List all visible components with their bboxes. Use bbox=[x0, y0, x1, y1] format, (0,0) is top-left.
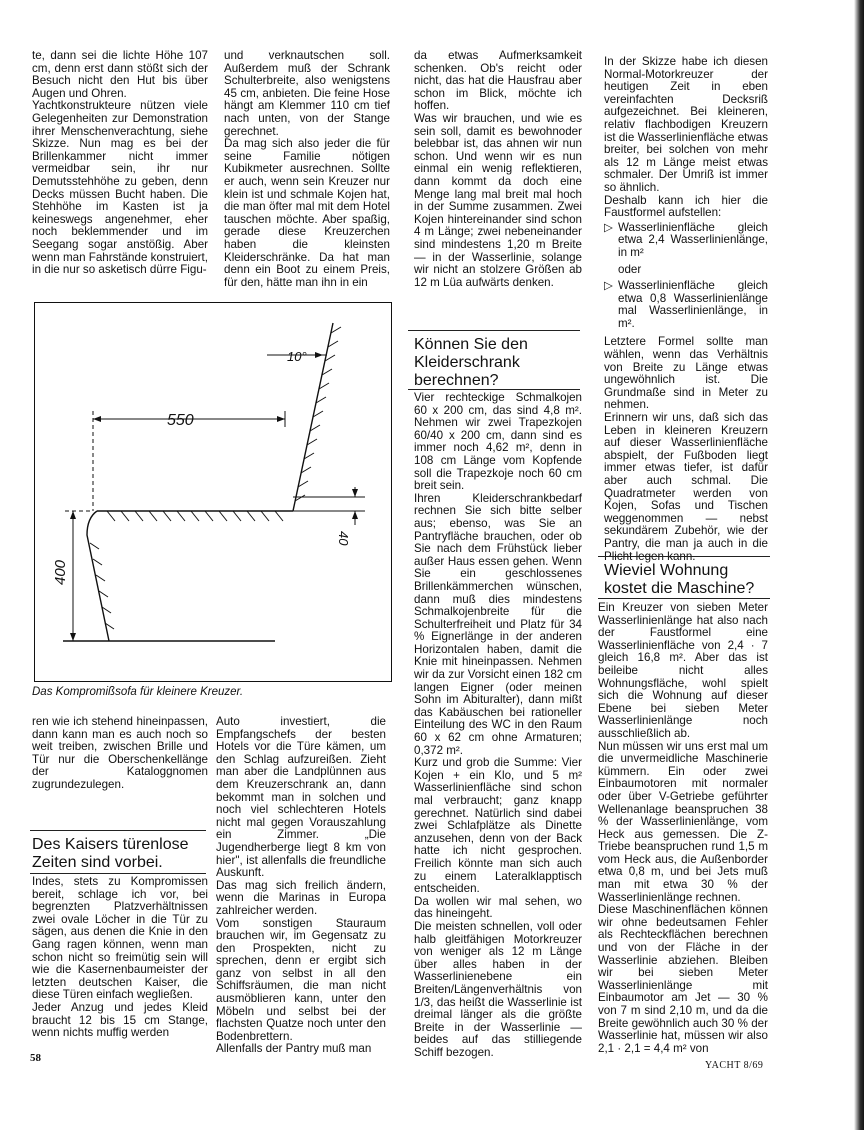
paragraph: Letztere Formel sollte man wählen, wenn das Verhältnis von Breite zu Länge etwas ungewöhnlich ist. Die Grundmaße sind in Meter zu nehmen. bbox=[604, 335, 768, 412]
sofa-sketch bbox=[35, 303, 391, 681]
heading-wohnung: Wieviel Wohnung kostet die Maschine? bbox=[604, 562, 755, 597]
dimension-40: 40 bbox=[336, 531, 351, 546]
column-1-body bbox=[32, 876, 208, 1040]
paragraph: Auto investiert, die Empfangschefs der besten Hotels vor die Türe kämen, um den Schlag aufzureißen. Zieht man aber die Landplünnen aus dem Kreuzerschrank an, dann bekommt man in solchen und noch viel schlechteren Hotels nicht mal gegen Vorauszahlung ein Zimmer. „Die Jugendherberge liegt 8 km von hier", ist allenfalls die freundliche Auskunft. bbox=[216, 715, 386, 880]
paragraph: Erinnern wir uns, daß sich das Leben in kleineren Kreuzern auf dieser Wasserlinienfläche abspielt, der Fußboden liegt immer etwas tiefer, ist dafür aber auch schmal. Die Quadratmeter werden von Kojen, Sofas und Tischen weggenommen — nebst sekundärem Zubehör, wie der Pantry, die man ja auch in die Plicht legen kann. bbox=[604, 411, 768, 563]
column-2-bottom bbox=[216, 716, 386, 1056]
figure-caption: Das Kompromißsofa für kleinere Kreuzer. bbox=[32, 686, 244, 698]
column-4-top bbox=[604, 56, 768, 563]
column-3-body bbox=[414, 392, 582, 1059]
paragraph: Was wir brauchen, und wie es sein soll, damit es bewohnoder belebbar ist, das ahnen wir nun schon. Und wenn wir es nun einmal ein wenig reflektieren, dann kommt da doch eine Menge lang mal breit mal hoch in der Summe zusammen. Zwei Kojen hintereinander sind schon 4 m Länge; zwei nebeneinander sind mindestens 1,20 m Breite — in der Wasserlinie, solange wir nicht an stolzere Größen ab 12 m Lüa aufwärts denken. bbox=[414, 111, 582, 289]
paragraph: Allenfalls der Pantry muß man bbox=[216, 1042, 372, 1056]
paragraph: te, dann sei die lichte Höhe 107 cm, denn erst dann stößt sich der Besuch nicht den Hut bis über Augen und Ohren. bbox=[32, 49, 208, 100]
heading-kleiderschrank: Können Sie den Kleiderschrank berechnen? bbox=[414, 336, 528, 389]
page-edge-shadow bbox=[854, 0, 864, 1130]
heading-rule bbox=[30, 830, 206, 831]
heading-kaiser: Des Kaisers türenlose Zeiten sind vorbei. bbox=[32, 836, 189, 871]
column-1-bottom bbox=[32, 716, 208, 792]
paragraph: Diese Maschinenflächen können wir ohne bedeutsamen Fehler als Rechteckflächen berechnen und von der Fläche in der Wasserlinie abziehen. Bleiben wir bei sieben Meter Wasserlinienlänge mit Einbaumotor am Jet — 30 % von 7 m sind 2,10 m, und da die Breite gewöhnlich auch 30 % der Wasserlinie hat, müssen wir also 2,1 · 2,1 = 4,4 m² von bbox=[598, 903, 768, 1055]
heading-underline bbox=[598, 598, 770, 599]
page-number: 58 bbox=[30, 1052, 41, 1064]
paragraph: und verknautschen soll. Außerdem muß der Schrank Schulterbreite, also wenigstens 45 cm, anbieten. Die feine Hose hängt am Klemmer 110 cm tief nach unten, von der Stange gerechnet. bbox=[224, 49, 390, 138]
paragraph: Die meisten schnellen, voll oder halb gleitfähigen Motorkreuzer von weniger als 12 m Länge über alles haben in der Wasserlinienebene ein Breiten/Längenverhältnis von 1/3, das heißt die Wasserlinie ist dreimal länger als die größte Breite in der Wasserlinie — beides auf das stilliegende Schiff bezogen. bbox=[414, 919, 582, 1059]
heading-underline bbox=[408, 389, 580, 390]
column-4-body bbox=[598, 602, 768, 1055]
heading-rule bbox=[598, 556, 770, 557]
column-3-top bbox=[414, 50, 582, 289]
triangle-bullet-icon: ▷ bbox=[604, 220, 613, 234]
paragraph: Jeder Anzug und jedes Kleid braucht 12 bis 15 cm Stange, wenn nichts muffig werden bbox=[32, 1000, 208, 1040]
paragraph: Vier rechteckige Schmalkojen 60 x 200 cm, das sind 4,8 m². Nehmen wir zwei Trapezkojen 60/40 x 200 cm, dann sind es immer noch 4,62 m², denn in 108 cm Länge vom Kopfende soll die Trapezkoje noch 60 cm breit sein. bbox=[414, 391, 582, 493]
dimension-550: 550 bbox=[167, 412, 194, 429]
footer-magazine: YACHT 8/69 bbox=[705, 1060, 764, 1071]
paragraph: Da mag sich also jeder die für seine Familie nötigen Kubikmeter ausrechnen. Sollte er auch, wenn sein Kreuzer nur klein ist und schmale Kojen hat, die man öfter mal mit dem Hotel tauschen möchte. Aber spaßig, gerade diese Kreuzerchen haben die kleinsten Kleiderschränke. Da hat man denn ein Boot zu einem Preis, für den, hätte man ihn in ein bbox=[224, 137, 390, 289]
column-2-top bbox=[224, 50, 390, 289]
heading-underline bbox=[30, 873, 206, 874]
paragraph: Indes, stets zu Kompromissen bereit, schlage ich vor, bei begrenzten Platzverhältnissen zwei ovale Löcher in die Tür zu sägen, aus denen die Knie in den Gang ragen können, wenn man schon nicht so freimütig sein will wie die Kasernenbaumeister der letzten deutschen Kaiser, die diese Türen einfach wegließen. bbox=[32, 875, 208, 1002]
paragraph: In der Skizze habe ich diesen Normal-Motorkreuzer der heutigen Zeit in eben vereinfachten Decksriß aufgezeichnet. Bei kleineren, relativ flachbodigen Kreuzern ist die Wasserlinienfläche etwas breiter, bei solchen von mehr als 12 m Länge meist etwas schmaler. Der Umriß ist immer so ähnlich. bbox=[604, 55, 768, 194]
dimension-10deg: 10° bbox=[287, 349, 307, 364]
column-1-top bbox=[32, 50, 208, 277]
sofa-diagram bbox=[34, 302, 392, 682]
paragraph: Ihren Kleiderschrankbedarf rechnen Sie sich bitte selber aus; ebenso, was Sie an Pantryfläche brauchen, oder ob Sie nach dem Frühstück lieber außer Haus essen gehen. Wenn Sie ein geschlossenes Brillenkämmerchen wünschen, dann muß dies mindestens Schmalkojenbreite für die Schulterfreiheit und Platz für 34 % Eignerlänge in der anderen Horizontalen haben, damit die Knie mit hineinpassen. Nehmen wir da zur Vorsicht einen 182 cm langen Eigner (oder meinen Sohn im Abituralter), dann mißt das Kabäuschen bei rationeller Einteilung des WC in den Raum 60 x 62 cm ohne Armaturen; 0,372 m². bbox=[414, 491, 582, 757]
paragraph: Ein Kreuzer von sieben Meter Wasserlinienlänge hat also nach der Faustformel eine Wasserlinienfläche von 2,4 · 7 gleich 16,8 m². Aber das ist beileibe nicht alles Wohnungsfläche, wohl spielt sich die Wohnung auf dieser Ebene bei sieben Meter Wasserlinienlänge noch ausschließlich ab. bbox=[598, 601, 768, 740]
paragraph: Das mag sich freilich ändern, wenn die Marinas in Europa zahlreicher werden. bbox=[216, 878, 386, 917]
paragraph: ren wie ich stehend hineinpassen, dann kann man es auch noch so weit treiben, zwischen Brille und Tür nur die Oberschenkellänge der Kataloggnomen zugrundezulegen. bbox=[32, 715, 208, 791]
paragraph: Da wollen wir mal sehen, wo das hineingeht. bbox=[414, 894, 582, 921]
dimension-400: 400 bbox=[52, 559, 69, 585]
paragraph: Kurz und grob die Summe: Vier Kojen + ein Klo, und 5 m² Wasserlinienfläche sind schon mal verbraucht; ganz knapp gerechnet. Natürlich sind dabei zwei Schlafplätze als Dinette anzusehen, denn von der Back hatte ich nicht gesprochen. Freilich könnte man sich auch zu einem Lateralklapptisch entscheiden. bbox=[414, 756, 582, 896]
paragraph: Vom sonstigen Stauraum brauchen wir, im Gegensatz zu den Prospekten, nicht zu sprechen, denn er ergibt sich ganz von selbst in all den Schiffsräumen, die man nicht ausmöblieren kann, unter den Möbeln und selbst bei der flachsten Quatze noch unter den Bodenbrettern. bbox=[216, 916, 386, 1043]
heading-rule bbox=[408, 330, 580, 331]
formula-or: oder bbox=[618, 262, 642, 276]
paragraph: Yachtkonstrukteure nützen viele Gelegenheiten zur Demonstration ihrer Menschenverachtung, siehe Skizze. Nun mag es bei der Brillenkammer nicht immer vermeidbar sein, ihr nur Demutsstehhöhe zu geben, denn Decks müssen Bucht haben. Die Stehhöhe im Kasten ist ja keineswegs angenehmer, eher noch beklemmender und im Seegang sogar anstößig. Aber wenn man Fahrstände konstruiert, in die nur so asketisch dürre Figu- bbox=[32, 99, 208, 277]
paragraph: Deshalb kann ich hier die Faustformel aufstellen: bbox=[604, 193, 768, 220]
formula-2: ▷ Wasserlinienfläche gleich etwa 0,8 Wasserlinienlänge mal Wasserlinienlänge, in m². bbox=[604, 279, 768, 330]
triangle-bullet-icon: ▷ bbox=[604, 279, 613, 293]
paragraph: Nun müssen wir uns erst mal um die unvermeidliche Maschinerie kümmern. Ein oder zwei Einbaumotoren mit normaler oder über V-Getriebe geführter Wellenanlage beanspruchen 38 % der Wasserlinienlänge, vom Heck aus gemessen. Die Z-Triebe beanspruchen rund 1,5 m vom Heck aus, die Außenborder etwa 0,8 m, und bei Jets muß man mit etwa 30 % der Wasserlinienlänge rechnen. bbox=[598, 739, 768, 904]
formula-1: ▷ Wasserlinienfläche gleich etwa 2,4 Wasserlinienlänge, in m² bbox=[604, 220, 768, 259]
paragraph: da etwas Aufmerksamkeit schenken. Ob's reicht oder nicht, das hat die Hausfrau aber schon im Blick, möchte ich hoffen. bbox=[414, 49, 582, 113]
